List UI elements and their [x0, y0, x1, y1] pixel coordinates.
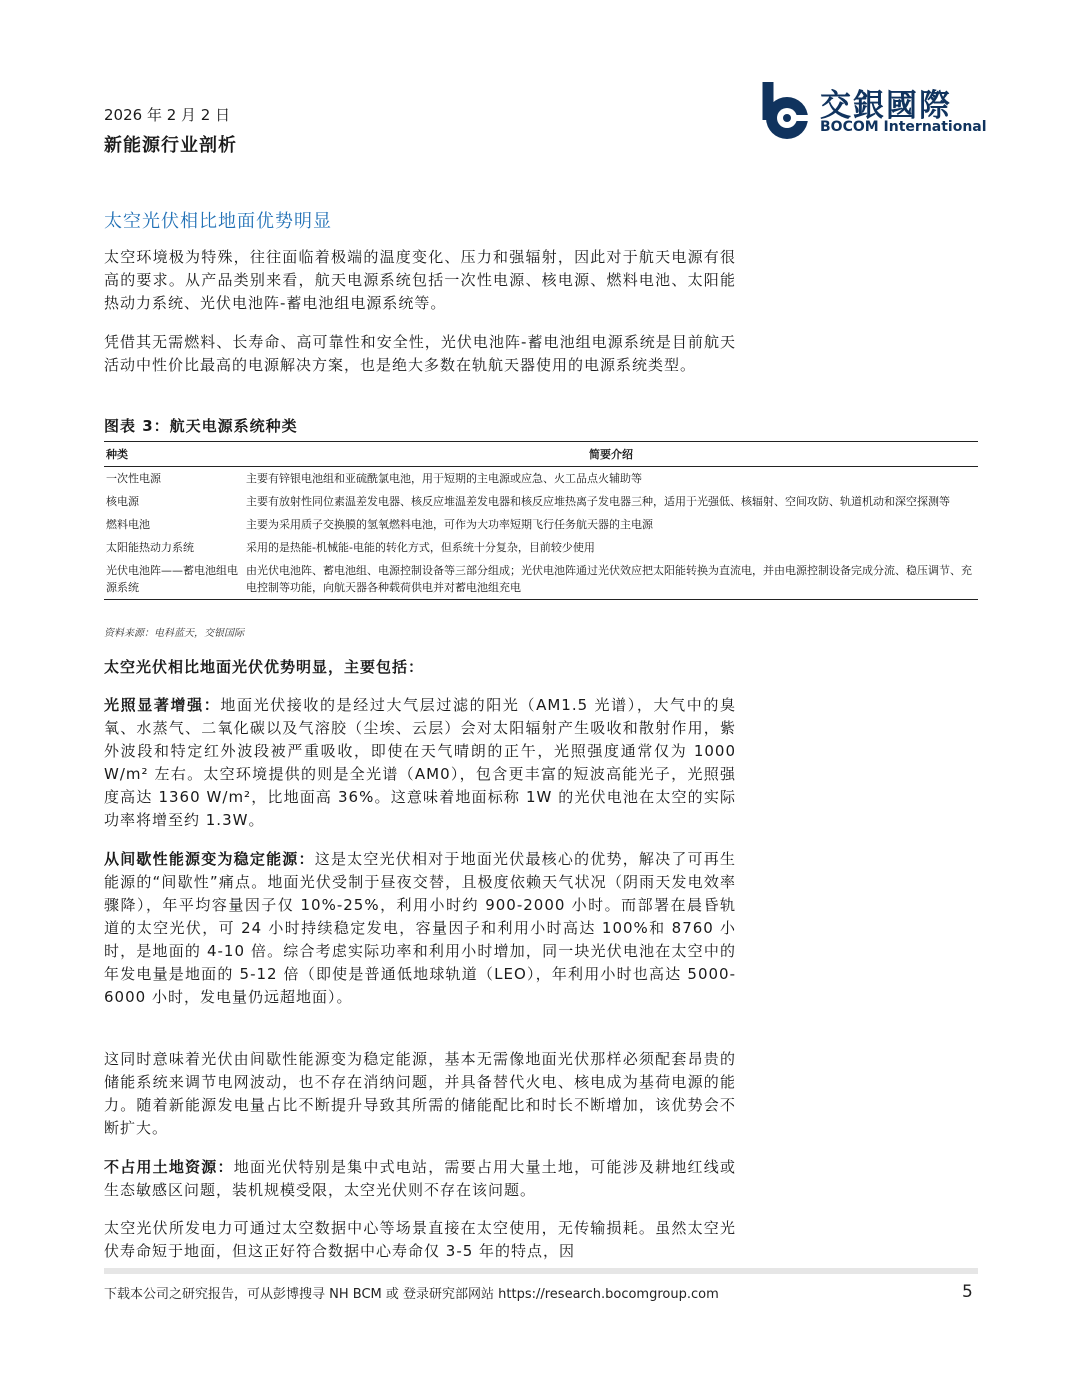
paragraph-intro-2: 凭借其无需燃料、长寿命、高可靠性和安全性，光伏电池阵-蓄电池组电源系统是目前航天活动中性价比最高的电源解决方案，也是绝大多数在轨航天器使用的电源系统类型。 — [104, 333, 736, 374]
paragraph-baseload: 这同时意味着光伏由间歇性能源变为稳定能源，基本无需像地面光伏那样必须配套昂贵的储能系统来调节电网波动，也不存在消纳问题，并具备替代火电、核电成为基荷电源的能力。随着新能源发电量占比不断提升导致其所需的储能配比和时长不断增加，该优势会不断扩大。 — [104, 1050, 736, 1137]
table-header-type: 种类 — [104, 442, 244, 467]
paragraph-intro-1: 太空环境极为特殊，往往面临着极端的温度变化、压力和强辐射，因此对于航天电源有很高的要求。从产品类别来看，航天电源系统包括一次性电源、核电源、燃料电池、太阳能热动力系统、光伏电池阵-蓄电池组电源系统等。 — [104, 248, 736, 312]
report-title: 新能源行业剖析 — [104, 135, 237, 156]
bocom-logo — [754, 80, 987, 142]
paragraph-text: 这是太空光伏相对于地面光伏最核心的优势，解决了可再生能源的“间歇性”痛点。地面光伏受制于昼夜交替，且极度依赖天气状况（阴雨天发电效率骤降），年平均容量因子仅 10%-25%，利用小时约 900-2000 小时。而部署在晨昏轨道的太空光伏，可 24 小时持续稳定发电，容量因子和利用小时高达 100%和 8760 小时，是地面的 4-10 倍。综合考虑实际功率和利用小时增加，同一块光伏电池在太空中的年发电量是地面的 5-12 倍（即使是普通低地球轨道（LEO），年利用小时也高达 5000-6000 小时，发电量仍远超地面）。 — [104, 850, 736, 1006]
table-source-note: 资料来源：电科蓝天，交银国际 — [104, 628, 244, 639]
table-cell-type: 一次性电源 — [106, 472, 161, 485]
report-date: 2026 年 2 月 2 日 — [104, 106, 231, 124]
footer-divider — [104, 1268, 978, 1274]
paragraph-land-use — [104, 1156, 736, 1202]
paragraph-lead: 光照显著增强： — [104, 696, 221, 714]
paragraph-data-center: 太空光伏所发电力可通过太空数据中心等场景直接在太空使用，无传输损耗。虽然太空光伏寿命短于地面，但这正好符合数据中心寿命仅 3-5 年的特点，因 — [104, 1219, 736, 1260]
table-row — [104, 513, 978, 536]
footer-text: 下载本公司之研究报告，可从彭博搜寻 NH BCM 或 登录研究部网站 https://research.bocomgroup.com — [104, 1287, 719, 1302]
table-row — [104, 559, 978, 600]
table-cell-type: 太阳能热动力系统 — [106, 541, 194, 554]
paragraph-lead: 不占用土地资源： — [104, 1158, 234, 1176]
paragraph-text: 地面光伏特别是集中式电站，需要占用大量土地，可能涉及耕地红线或生态敏感区问题，装机规模受限，太空光伏则不存在该问题。 — [104, 1158, 736, 1199]
table-header-desc: 简要介绍 — [244, 442, 978, 467]
bocom-logo-icon — [754, 80, 814, 142]
table-cell-type: 燃料电池 — [106, 518, 150, 531]
paragraph-text: 地面光伏接收的是经过大气层过滤的阳光（AM1.5 光谱），大气中的臭氧、水蒸气、二氧化碳以及气溶胶（尘埃、云层）会对太阳辐射产生吸收和散射作用，紫外波段和特定红外波段被严重吸收，即使在天气晴朗的正午，光照强度通常仅为 1000 W/m² 左右。太空环境提供的则是全光谱（AM0），包含更丰富的短波高能光子，光照强度高达 1360 W/m²，比地面高 36%。这意味着地面标称 1W 的光伏电池在太空的实际功率将增至约 1.3W。 — [104, 696, 736, 829]
advantages-intro: 太空光伏相比地面光伏优势明显，主要包括： — [104, 658, 425, 676]
table-row — [104, 536, 978, 559]
logo-chinese-text: 交銀國際 — [820, 88, 952, 124]
paragraph-light-intensity — [104, 694, 736, 832]
paragraph-stable-energy — [104, 848, 736, 1009]
table-cell-type: 核电源 — [106, 495, 139, 508]
table-cell-desc: 主要有放射性同位素温差发电器、核反应堆温差发电器和核反应堆热离子发电器三种，适用于光强低、核辐射、空间攻防、轨道机动和深空探测等 — [246, 495, 950, 508]
table-row — [104, 467, 978, 491]
page-number: 5 — [962, 1282, 973, 1302]
table-row — [104, 490, 978, 513]
table-cell-type: 光伏电池阵——蓄电池组电源系统 — [104, 559, 244, 600]
logo-english-text: BOCOM International — [820, 119, 987, 135]
table-header-row — [104, 442, 978, 467]
paragraph-lead: 从间歇性能源变为稳定能源： — [104, 850, 315, 868]
power-system-table — [104, 441, 978, 600]
table-cell-desc: 采用的是热能-机械能-电能的转化方式，但系统十分复杂，目前较少使用 — [246, 541, 595, 554]
figure-title: 图表 3：航天电源系统种类 — [104, 417, 298, 435]
table-cell-desc: 由光伏电池阵、蓄电池组、电源控制设备等三部分组成；光伏电池阵通过光伏效应把太阳能转换为直流电，并由电源控制设备完成分流、稳压调节、充电控制等功能，向航天器各种载荷供电并对蓄电池组充电 — [244, 559, 978, 600]
table-cell-desc: 主要为采用质子交换膜的氢氧燃料电池，可作为大功率短期飞行任务航天器的主电源 — [246, 518, 653, 531]
section-heading: 太空光伏相比地面优势明显 — [104, 211, 332, 232]
table-cell-desc: 主要有锌银电池组和亚硫酰氯电池，用于短期的主电源或应急、火工品点火辅助等 — [246, 472, 642, 485]
